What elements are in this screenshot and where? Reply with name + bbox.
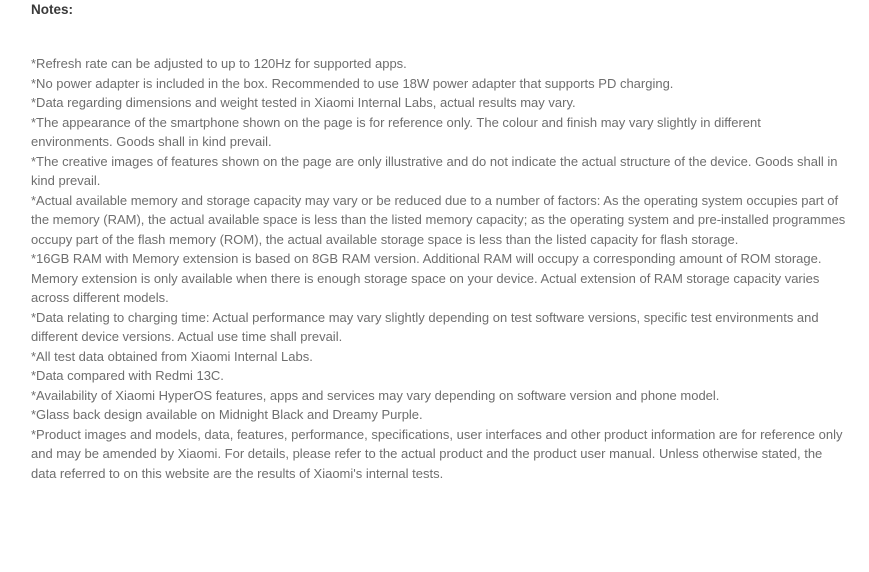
note-item: *Availability of Xiaomi HyperOS features, apps and services may vary depending on software version and phone model. <box>31 387 720 403</box>
notes-title: Notes: <box>31 2 74 17</box>
note-item: *No power adapter is included in the box. Recommended to use 18W power adapter that supports PD charging. <box>31 75 674 91</box>
note-item: *Data regarding dimensions and weight tested in Xiaomi Internal Labs, actual results may vary. <box>31 95 576 110</box>
note-item: *The creative images of features shown on the page are only illustrative and do not indicate the actual structure of the device. Goods shall in kind prevail. <box>31 153 838 188</box>
note-item: *Data relating to charging time: Actual performance may vary slightly depending on test software versions, specific test environments and different device versions. Actual use time shall prevail. <box>31 309 819 344</box>
note-item: *Glass back design available on Midnight Black and Dreamy Purple. <box>31 407 423 422</box>
note-item: *All test data obtained from Xiaomi Internal Labs. <box>31 348 313 364</box>
notes-list <box>31 54 846 483</box>
note-item: *Data compared with Redmi 13C. <box>31 368 224 383</box>
note-item: *Refresh rate can be adjusted to up to 120Hz for supported apps. <box>31 56 407 71</box>
note-item: *Product images and models, data, features, performance, specifications, user interfaces and other product information are for reference only and may be amended by Xiaomi. For details, please refer to the actual product and the product user manual. Unless otherwise stated, the data referred to on this website are the results of Xiaomi's internal tests. <box>31 426 843 481</box>
note-item: *16GB RAM with Memory extension is based on 8GB RAM version. Additional RAM will occupy a corresponding amount of ROM storage. Memory extension is only available when there is enough storage space on your device. Actual extension of RAM storage capacity varies across different models. <box>31 251 822 305</box>
note-item: *The appearance of the smartphone shown on the page is for reference only. The colour and finish may vary slightly in different environments. Goods shall in kind prevail. <box>31 114 761 149</box>
note-item: *Actual available memory and storage capacity may vary or be reduced due to a number of factors: As the operating system occupies part of the memory (RAM), the actual available space is less than the listed memory capacity; as the operating system and pre-installed programmes occupy part of the flash memory (ROM), the actual available storage space is less than the listed capacity for flash storage. <box>31 192 846 247</box>
